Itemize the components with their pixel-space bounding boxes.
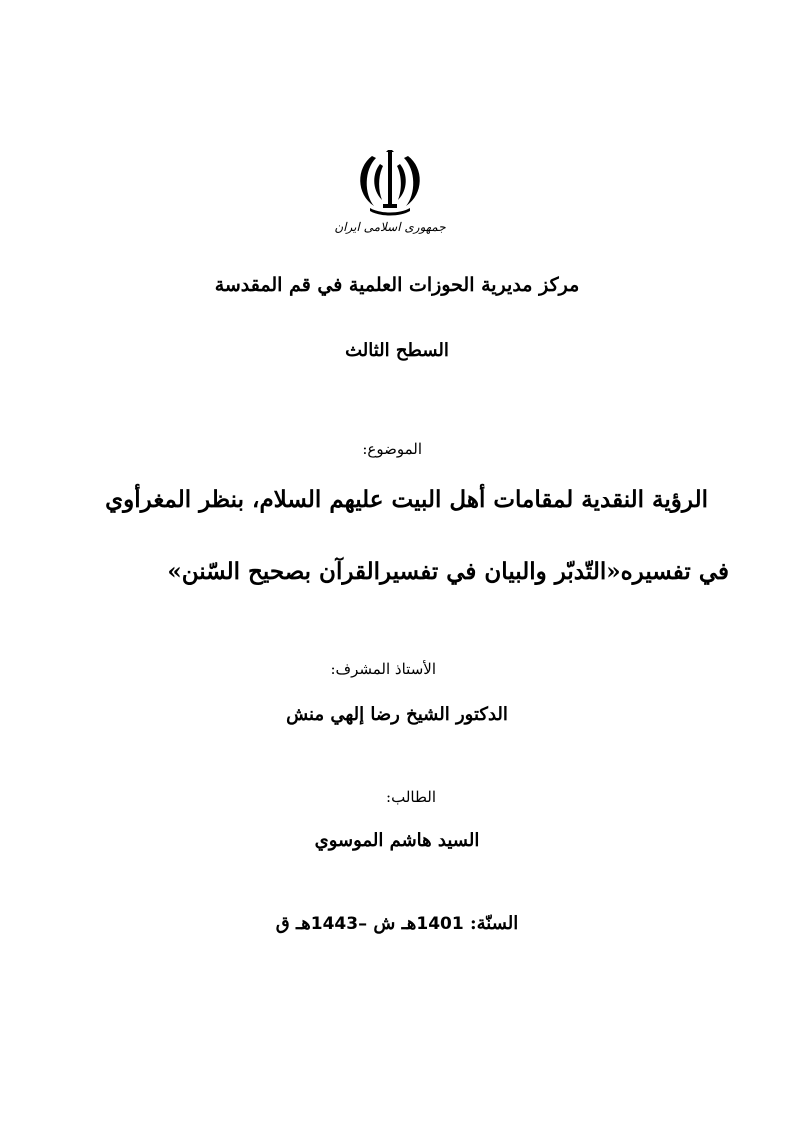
center-name: مركز مديرية الحوزات العلمية في قم المقدسة <box>214 274 580 296</box>
year-lunar-suffix: هـ ق <box>275 913 311 934</box>
thesis-title-line-2: في تفسيره«التّدبّر والبيان في تفسيرالقرآن بصحيح السّنن» <box>167 558 729 585</box>
iran-emblem-icon <box>352 150 428 216</box>
student-name: السيد هاشم الموسوي <box>314 830 480 851</box>
level-title: السطح الثالث <box>345 340 449 361</box>
supervisor-label: الأستاذ المشرف: <box>330 660 436 678</box>
year-solar-value: 1401 <box>416 914 464 934</box>
student-label: الطالب: <box>386 788 436 806</box>
subject-label: الموضوع: <box>362 440 422 458</box>
year-solar-suffix: هـ ش <box>373 913 417 934</box>
year-lunar-value: 1443 <box>310 914 359 934</box>
emblem-caption: جمهوری اسلامی ایران <box>334 220 446 234</box>
emblem <box>330 150 450 250</box>
year-line <box>0 913 794 934</box>
supervisor-name: الدكتور الشيخ رضا إلهي منش <box>286 704 508 725</box>
thesis-title-line-1: الرؤية النقدية لمقامات أهل البيت عليهم السلام، بنظر المغرأوي <box>105 486 708 513</box>
year-separator: – <box>358 913 368 934</box>
year-label: السنّة: <box>469 913 519 934</box>
